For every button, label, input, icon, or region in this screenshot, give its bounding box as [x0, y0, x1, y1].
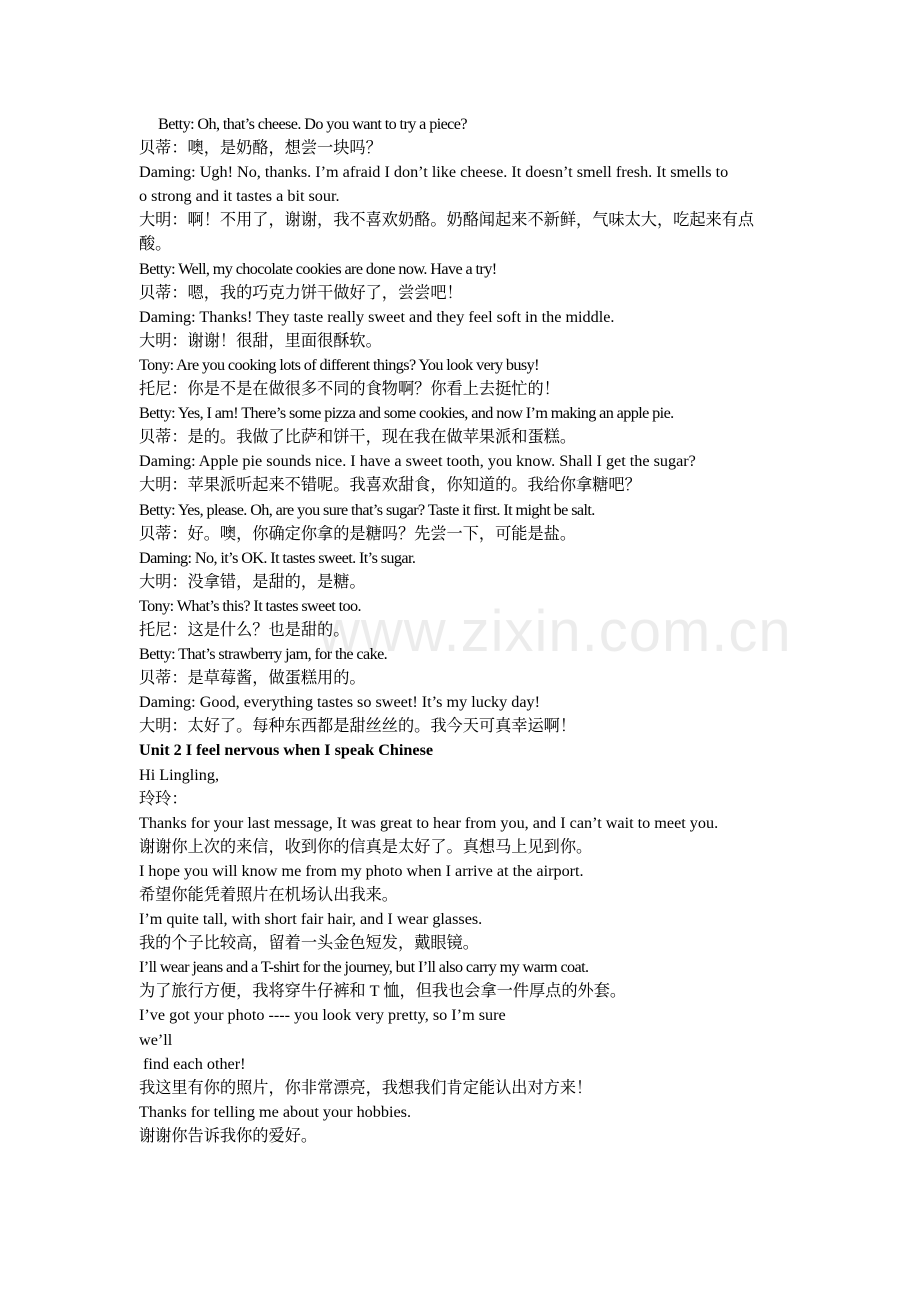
letter-greeting-chinese: 玲玲： [139, 789, 188, 808]
dialogue-line-english: Betty: Yes, I am! There’s some pizza and some cookies, and now I’m making an apple pie. [139, 404, 674, 423]
dialogue-line-english: Betty: That’s strawberry jam, for the cake. [139, 645, 388, 664]
dialogue-line-english: Betty: Oh, that’s cheese. Do you want to try a piece? [158, 115, 467, 133]
letter-line-chinese: 我这里有你的照片，你非常漂亮，我想我们肯定能认出对方来！ [139, 1078, 593, 1097]
letter-line-chinese: 我的个子比较高，留着一头金色短发，戴眼镜。 [139, 934, 479, 953]
dialogue-line-chinese: 贝蒂：是草莓酱，做蛋糕用的。 [139, 669, 366, 688]
dialogue-line-chinese: 托尼：这是什么？也是甜的。 [139, 620, 350, 639]
letter-line-english: I’ll wear jeans and a T-shirt for the journey, but I’ll also carry my warm coat. [139, 958, 589, 977]
dialogue-line-chinese: 大明：太好了。每种东西都是甜丝丝的。我今天可真幸运啊！ [139, 717, 577, 736]
letter-line-chinese: 谢谢你告诉我你的爱好。 [139, 1126, 318, 1145]
letter-line-english: we’ll [139, 1030, 173, 1049]
dialogue-line-chinese: 大明：啊！不用了，谢谢，我不喜欢奶酪。奶酪闻起来不新鲜，气味太大，吃起来有点 [139, 211, 755, 230]
dialogue-line-english: Daming: Thanks! They taste really sweet and they feel soft in the middle. [139, 307, 615, 326]
letter-line-english: Thanks for telling me about your hobbies. [139, 1102, 411, 1121]
dialogue-line-chinese: 贝蒂：好。噢，你确定你拿的是糖吗？先尝一下，可能是盐。 [139, 524, 577, 543]
letter-line-chinese: 谢谢你上次的来信，收到你的信真是太好了。真想马上见到你。 [139, 837, 593, 856]
document-body [139, 112, 789, 1148]
dialogue-line-english: Betty: Well, my chocolate cookies are done now. Have a try! [139, 259, 497, 278]
dialogue-line-english: Daming: Ugh! No, thanks. I’m afraid I don’t like cheese. It doesn’t smell fresh. It smells to [139, 163, 729, 182]
dialogue-line-chinese: 大明：苹果派听起来不错呢。我喜欢甜食，你知道的。我给你拿糖吧？ [139, 476, 641, 495]
dialogue-line-english: Tony: What’s this? It tastes sweet too. [139, 596, 361, 615]
dialogue-line-chinese: 酸。 [139, 235, 172, 254]
dialogue-line-english: Daming: Apple pie sounds nice. I have a sweet tooth, you know. Shall I get the sugar? [139, 452, 696, 471]
letter-greeting: Hi Lingling, [139, 765, 220, 784]
letter-line-english: I’ve got your photo ---- you look very pretty, so I’m sure [139, 1006, 506, 1025]
dialogue-line-chinese: 贝蒂：是的。我做了比萨和饼干，现在我在做苹果派和蛋糕。 [139, 428, 577, 447]
unit-heading: Unit 2 I feel nervous when I speak Chinese [139, 741, 434, 760]
watermark: www.zixin.com.cn [318, 599, 792, 664]
letter-line-chinese: 为了旅行方便，我将穿牛仔裤和 T 恤，但我也会拿一件厚点的外套。 [139, 982, 627, 1001]
letter-line-chinese: 希望你能凭着照片在机场认出我来。 [139, 886, 398, 904]
dialogue-line-english: Daming: No, it’s OK. It tastes sweet. It’s sugar. [139, 548, 416, 567]
dialogue-line-english: Betty: Yes, please. Oh, are you sure that’s sugar? Taste it first. It might be salt. [139, 500, 595, 519]
dialogue-line-chinese: 大明：没拿错，是甜的，是糖。 [139, 572, 366, 591]
dialogue-line-chinese: 贝蒂：嗯，我的巧克力饼干做好了，尝尝吧！ [139, 283, 463, 302]
letter-line-english: I’m quite tall, with short fair hair, and I wear glasses. [139, 910, 483, 929]
letter-line-english: I hope you will know me from my photo when I arrive at the airport. [139, 861, 584, 880]
letter-line-english: find each other! [139, 1054, 246, 1073]
dialogue-line-english: o strong and it tastes a bit sour. [139, 187, 340, 206]
dialogue-line-english: Tony: Are you cooking lots of different things? You look very busy! [139, 355, 539, 374]
dialogue-line-english: Daming: Good, everything tastes so sweet! It’s my lucky day! [139, 693, 541, 712]
dialogue-line-chinese: 大明：谢谢！很甜，里面很酥软。 [139, 331, 382, 350]
dialogue-line-chinese: 托尼：你是不是在做很多不同的食物啊？你看上去挺忙的！ [139, 380, 560, 399]
dialogue-line-chinese: 贝蒂：噢，是奶酪，想尝一块吗？ [139, 139, 382, 158]
letter-line-english: Thanks for your last message, It was great to hear from you, and I can’t wait to meet you. [139, 813, 719, 832]
